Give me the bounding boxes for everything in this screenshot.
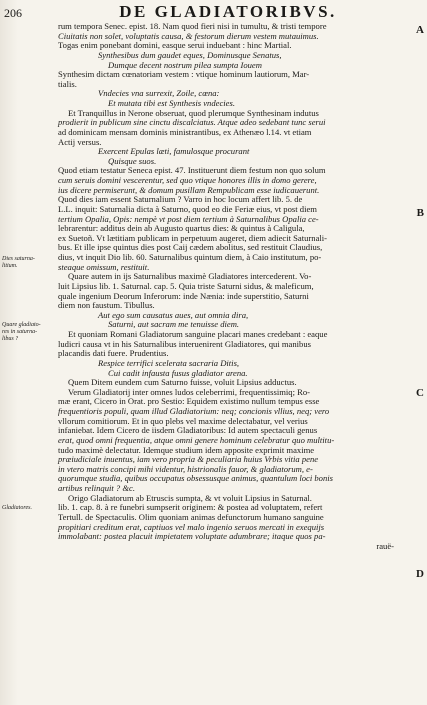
text-line: Quod etiam testatur Seneca epist. 47. Instituerunt diem festum non quo solum bbox=[58, 165, 326, 176]
text-line: tudo maximè delectatur. Idemque studium idem apposite exprimit maxime bbox=[58, 444, 315, 455]
text-line: erat, quod omni frequentia, atque omni genere hominum celebratur quo multitu- bbox=[58, 434, 335, 445]
text-line: in vtero matris concipi mihi videntur, histrionalis fauor, & gladiatorum, e- bbox=[58, 463, 313, 474]
text-line: vllorum comitiorum. Et in quo plebs vel maxime delectabatur, vel verius bbox=[58, 415, 308, 426]
text-line: lib. 1. cap. 8. à re funebri sumpserit originem: & postea ad voluptatem, refert bbox=[58, 502, 323, 513]
margin-letter-a: A bbox=[416, 24, 424, 36]
verse-line: Respice terrifici scelerata sacraria Ditis, bbox=[98, 357, 240, 368]
margin-note-gladiatores: Gladiatores. bbox=[2, 505, 32, 511]
text-line: tertium Opalia, Opis: nempè vt post diem tertium à Saturnalibus Opalia ce- bbox=[58, 213, 319, 224]
text-line: prodierit in publicum sine cinctu discalciatus. Atque adeo sedebant tunc serui bbox=[58, 117, 326, 128]
text-line: Actij versus. bbox=[58, 136, 102, 147]
verse-line: Quisque suos. bbox=[108, 155, 157, 166]
text-line: mæ erant, Cicero in Orat. pro Sestio: Equidem existimo nullum tempus esse bbox=[58, 396, 320, 407]
text-line: steaque omissum, restituit. bbox=[58, 261, 150, 272]
text-line: Quem Ditem eundem cum Saturno fuisse, voluit Lipsius adductus. bbox=[68, 377, 297, 388]
verse-line: Vndecies vna surrexit, Zoile, cœna: bbox=[98, 88, 220, 99]
margin-letter-d: D bbox=[416, 568, 424, 580]
margin-letter-c: C bbox=[416, 387, 424, 399]
text-line: Verum Gladiatorij inter omnes ludos celeberrimi, frequentissimiq; Ro- bbox=[68, 386, 311, 397]
verse-line: Saturni, aut sacram me tenuisse diem. bbox=[108, 319, 240, 330]
text-line: Quod dies iam essent Saturnalium ? Varro in hoc locum affert lib. 5. de bbox=[58, 194, 303, 205]
text-line: ludicri causa vt in his Saturnalibus interuenirent Gladiatores, qui manibus bbox=[58, 338, 311, 349]
text-line: dius, vt inquit Dio lib. 60. Saturnalibus quintum diem, à Caio institutum, po- bbox=[58, 252, 322, 262]
text-line: quorumque studia, quibus occupatus obsessusque animus, quantulum loci bonis bbox=[58, 473, 333, 484]
verse-line: Et mutata tibi est Synthesis vndecies. bbox=[108, 98, 235, 108]
text-line: Quare autem in ijs Saturnalibus maximè Gladiatores intercederent. Vo- bbox=[68, 271, 312, 282]
page-number: 206 bbox=[4, 6, 22, 20]
text-line: Et quoniam Romani Gladiatorum sanguine placari manes credebant : eaque bbox=[68, 329, 328, 339]
text-line: præiudiciale inuentus, iam vero propria & peculiaria huius Vrbis vitia pene bbox=[58, 454, 319, 465]
text-line: bus. Et ille ipse quintus dies post Caij cædem abolitus, sed restituit Claudius, bbox=[58, 242, 323, 253]
text-line: diem non faustum. Tibullus. bbox=[58, 300, 155, 311]
verse-line: Dumque decent nostrum pilea sumpta Iouem bbox=[108, 59, 262, 70]
text-line: Ciuitatis non solet, voluptatis causa, & festorum dierum vestem mutauimus. bbox=[58, 30, 319, 41]
text-line: Synthesim dictam cœnatoriam vestem : vtique hominum lautiorum, Mar- bbox=[58, 69, 310, 80]
text-line: infaniebat. Idem Cicero de iisdem Gladiatoribus: Id autem spectaculi genus bbox=[58, 425, 318, 436]
margin-note-quare-gladiatores: Quare gladiato- res in saturna- libus ? bbox=[2, 322, 41, 342]
text-line: luit Lipsius lib. 1. Saturnal. cap. 5. Quia triste Saturni sidus, & maleficum, bbox=[58, 280, 314, 291]
text-line: Tertull. de Spectaculis. Olim quoniam animas defunctorum humano sanguine bbox=[58, 511, 324, 522]
text-line: Togas enim ponebant domini, easque serui induebant : hinc Martial. bbox=[58, 40, 292, 51]
text-line: rum tempora Senec. epist. 18. Nam quod fieri nisi in tumultu, & tristi tempore bbox=[58, 21, 327, 31]
verse-line: Aut ego sum causatus aues, aut omnia dira, bbox=[98, 309, 249, 320]
text-line: lebrarentur: additus dein ab Augusto quartus dies: & quintus à Caligula, bbox=[58, 223, 305, 234]
text-line: ad dominicam mensam dominis ministrantibus, ex Athenæo l.14. vt etiam bbox=[58, 126, 312, 137]
verse-line: Cui cadit infausta fusus gladiator arena. bbox=[108, 367, 248, 378]
body-text bbox=[58, 22, 414, 551]
margin-letter-b: B bbox=[416, 207, 424, 219]
text-line: cum seruis domini vescerentur, sed quo vtique honores illis in domo gerere, bbox=[58, 175, 317, 185]
text-line: ius dicere permiserunt, & domum pusillam Rempublicam esse iudicauerunt. bbox=[58, 184, 320, 195]
text-line: artibus relinquit ? &c. bbox=[58, 483, 136, 493]
running-title: DE GLADIATORIBVS. bbox=[119, 2, 337, 21]
text-line: propitiari creditum erat, captiuos vel malo ingenio seruos mercati in exequijs bbox=[58, 521, 325, 532]
text-line: Origo Gladiatorum ab Etruscis sumpta, & vt voluit Lipsius in Saturnal. bbox=[68, 492, 312, 503]
text-line: tialis. bbox=[58, 78, 77, 89]
verse-line: Exercent Epulas læti, famulosque procurant bbox=[98, 146, 250, 157]
text-line: Et Tranquillus in Nerone obseruat, quod plerumque Synthesinam indutus bbox=[68, 107, 319, 118]
text-line: quale ingenium Deorum Inferorum: inde Nænia: inde superstitio, Saturni bbox=[58, 290, 309, 301]
text-line: placandis dati fuere. Prudentius. bbox=[58, 348, 169, 359]
catchword: rauë- bbox=[376, 540, 394, 551]
text-line: ex Suetoñ. Vt lætitiam publicam in perpetuum augeret, diem adiecit Saturnali- bbox=[58, 232, 328, 243]
text-line: immolabant: postea placuit impietatem voluptate adumbrare; itaque quos pa- bbox=[58, 531, 326, 542]
text-line: L.L. inquit: Saturnalia dicta à Saturno, quod eo die Feriæ eius, vt post diem bbox=[58, 203, 317, 214]
margin-note-dies-saturnalium: Dies saturna- litium. bbox=[2, 256, 35, 269]
verse-line: Synthesibus dum gaudet eques, Dominusque Senatus, bbox=[98, 49, 282, 60]
text-line: frequentioris populi, quam illud Gladiatorium: neq; concionis vllius, neq; vero bbox=[58, 406, 330, 416]
